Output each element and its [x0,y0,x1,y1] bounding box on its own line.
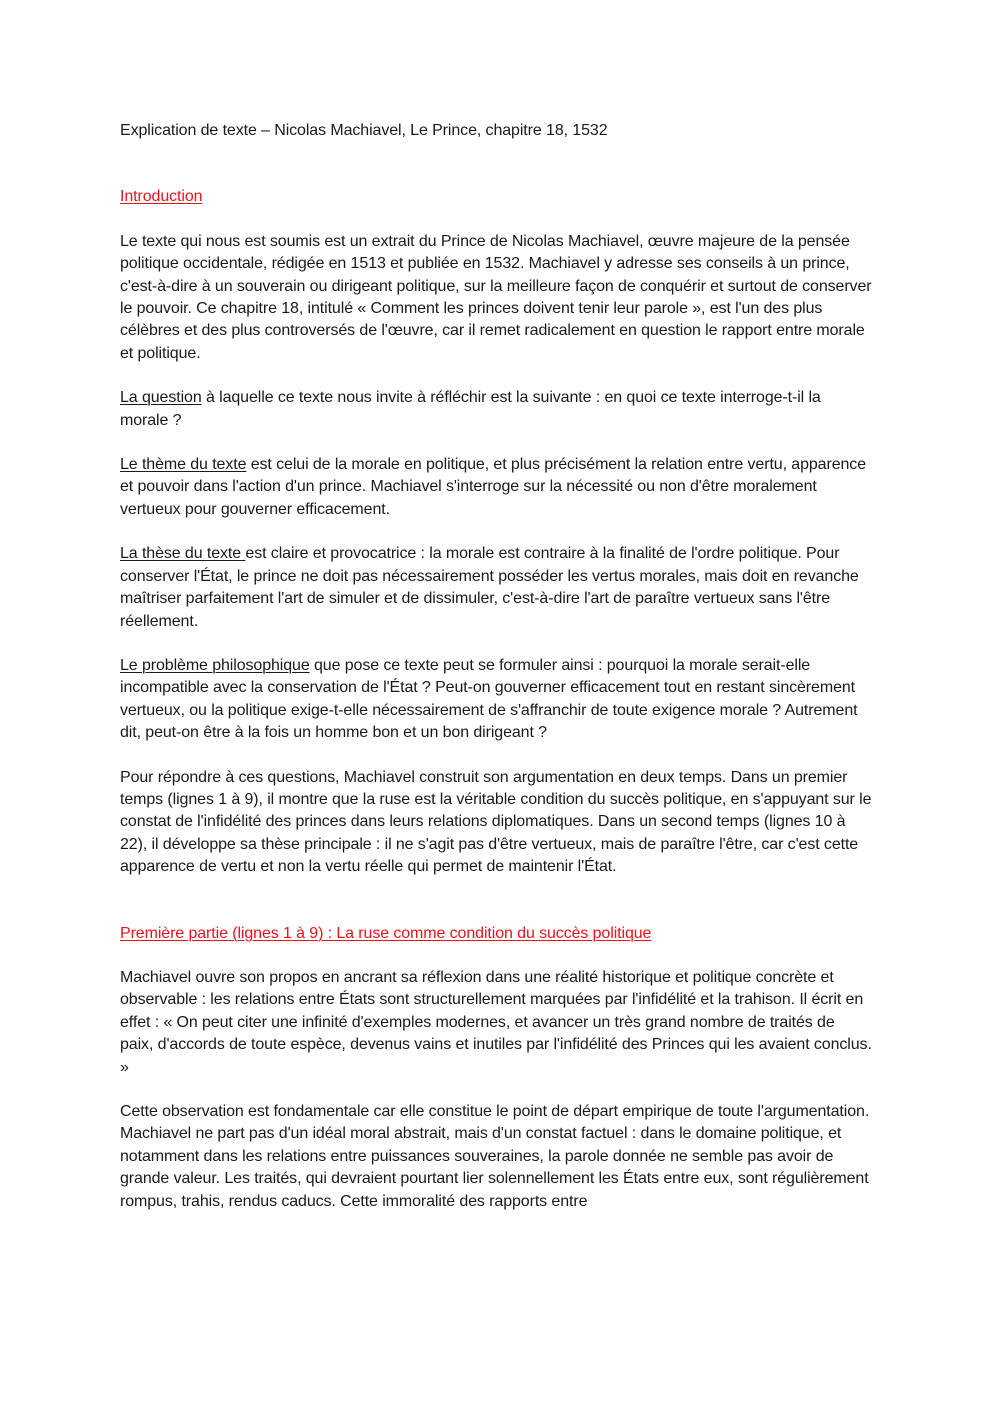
these-label: La thèse du texte [120,545,246,563]
question-paragraph [120,387,872,432]
probleme-label: Le problème philosophique [120,656,310,674]
document-title: Explication de texte – Nicolas Machiavel, Le Prince, chapitre 18, 1532 [120,122,608,139]
theme-text: est celui de la morale en politique, et plus précisément la relation entre vertu, apparence et pouvoir dans l'action d'un prince. Machiavel s'interroge sur la nécessité ou non d'être moralement vertueux pour gouverner efficacement. [120,456,866,518]
question-text: à laquelle ce texte nous invite à réfléchir est la suivante : en quoi ce texte interroge-t-il la morale ? [120,389,821,429]
part1-heading: Première partie (lignes 1 à 9) : La ruse comme condition du succès politique [120,924,652,942]
these-text: est claire et provocatrice : la morale est contraire à la finalité de l'ordre politique. Pour conserver l'État, le prince ne doit pas nécessairement posséder les vertus morales, mais doit en revanche maîtriser parfaitement l'art de simuler et de dissimuler, c'est-à-dire l'art de paraître vertueux sans l'être réellement. [120,545,859,630]
theme-label: Le thème du texte [120,456,247,474]
question-label: La question [120,389,202,407]
introduction-paragraph: Le texte qui nous est soumis est un extrait du Prince de Nicolas Machiavel, œuvre majeure de la pensée politique occidentale, rédigée en 1513 et publiée en 1532. Machiavel y adresse ses conseils à un prince, c'est-à-dire à un souverain ou dirigeant politique, sur la meilleure façon de conquérir et surtout de conserver le pouvoir. Ce chapitre 18, intitulé « Comment les princes doivent tenir leur parole », est l'un des plus célèbres et des plus controversés de l'œuvre, car il remet radicalement en question le rapport entre morale et politique. [120,232,872,362]
introduction-heading: Introduction [120,188,203,206]
probleme-paragraph [120,655,872,745]
these-paragraph [120,543,872,633]
document-page [120,120,872,1235]
part1-paragraph-2: Cette observation est fondamentale car elle constitue le point de départ empirique de toute l'argumentation. Machiavel ne part pas d'un idéal moral abstrait, mais d'un constat factuel : dans le domaine politique, et notamment dans les relations entre puissances souveraines, la parole donnée ne semble pas avoir de grande valeur. Les traités, qui devraient pourtant lier solennellement les États entre eux, sont régulièrement rompus, trahis, rendus caducs. Cette immoralité des rapports entre [120,1103,870,1210]
theme-paragraph [120,454,872,521]
probleme-text: que pose ce texte peut se formuler ainsi : pourquoi la morale serait-elle incompatible avec la conservation de l'État ? Peut-on gouverner efficacement tout en restant sincèrement vertueux, ou la politique exige-t-elle nécessairement de s'affranchir de toute exigence morale ? Autrement dit, peut-on être à la fois un homme bon et un bon dirigeant ? [120,656,858,742]
part1-paragraph-1: Machiavel ouvre son propos en ancrant sa réflexion dans une réalité historique et politique concrète et observable : les relations entre États sont structurellement marquées par l'infidélité et la trahison. Il écrit en effet : « On peut citer une infinité d'exemples modernes, et avancer un très grand nombre de traités de paix, d'accords de toute espèce, devenus vains et inutiles par l'infidélité des Princes qui les avaient conclus. » [120,968,872,1076]
plan-paragraph: Pour répondre à ces questions, Machiavel construit son argumentation en deux temps. Dans un premier temps (lignes 1 à 9), il montre que la ruse est la véritable condition du succès politique, en s'appuyant sur le constat de l'infidélité des princes dans leurs relations diplomatiques. Dans un second temps (lignes 10 à 22), il développe sa thèse principale : il ne s'agit pas d'être vertueux, mais de paraître l'être, car c'est cette apparence de vertu et non la vertu réelle qui permet de maintenir l'État. [120,768,872,876]
